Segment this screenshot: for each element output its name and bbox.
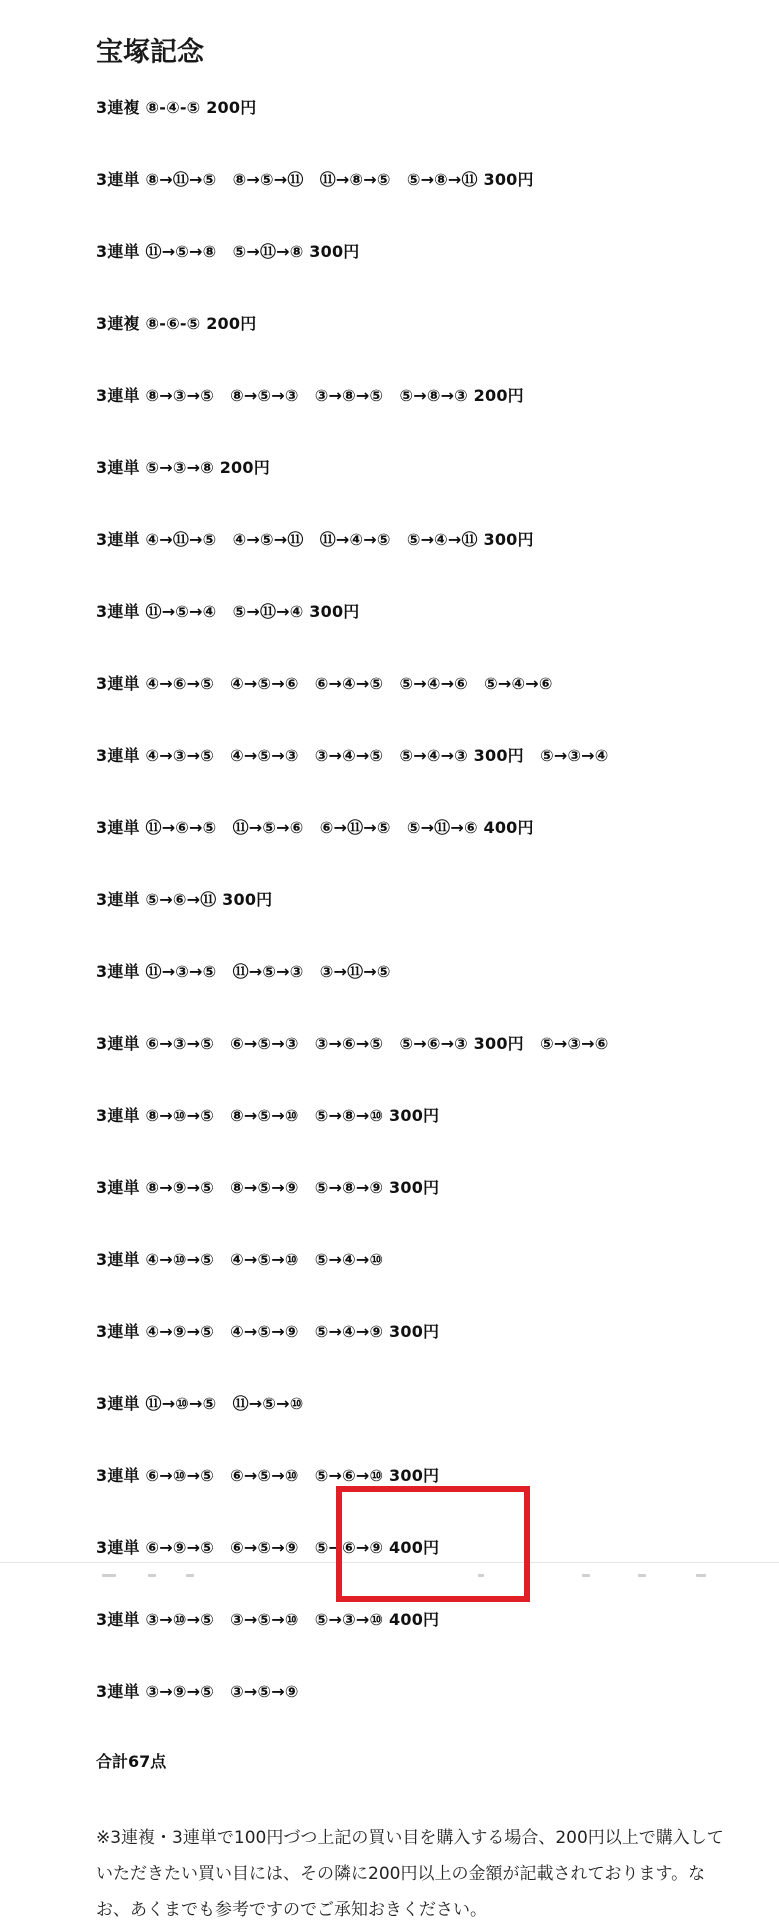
- bet-line: 3連単 ③→⑨→⑤ ③→⑤→⑨: [96, 1682, 299, 1701]
- bet-line: 3連単 ④→⑪→⑤ ④→⑤→⑪ ⑪→④→⑤ ⑤→④→⑪ 300円: [96, 530, 534, 549]
- bet-line: 3連単 ⑥→③→⑤ ⑥→⑤→③ ③→⑥→⑤ ⑤→⑥→③ 300円 ⑤→③→⑥: [96, 1034, 609, 1053]
- bet-line: 3連単 ④→⑥→⑤ ④→⑤→⑥ ⑥→④→⑤ ⑤→④→⑥ ⑤→④→⑥: [96, 674, 553, 693]
- bet-line: 3連単 ⑧→⑩→⑤ ⑧→⑤→⑩ ⑤→⑧→⑩ 300円: [96, 1106, 440, 1125]
- bet-line: 3連単 ⑤→⑥→⑪ 300円: [96, 890, 273, 909]
- total-points: 合計67点: [96, 1752, 167, 1771]
- bet-line: 3連単 ⑤→③→⑧ 200円: [96, 458, 270, 477]
- bet-line: 3連複 ⑧-⑥-⑤ 200円: [96, 314, 257, 333]
- bet-line: 3連単 ⑧→⑪→⑤ ⑧→⑤→⑪ ⑪→⑧→⑤ ⑤→⑧→⑪ 300円: [96, 170, 534, 189]
- bet-line: 3連単 ⑥→⑩→⑤ ⑥→⑤→⑩ ⑤→⑥→⑩ 300円: [96, 1466, 440, 1485]
- bet-line: 3連単 ④→⑨→⑤ ④→⑤→⑨ ⑤→④→⑨ 300円: [96, 1322, 440, 1341]
- bet-line: 3連単 ④→③→⑤ ④→⑤→③ ③→④→⑤ ⑤→④→③ 300円 ⑤→③→④: [96, 746, 609, 765]
- bet-line: 3連単 ③→⑩→⑤ ③→⑤→⑩ ⑤→③→⑩ 400円: [96, 1610, 440, 1629]
- bet-line: 3連単 ⑪→⑤→⑧ ⑤→⑪→⑧ 300円: [96, 242, 360, 261]
- bet-line: 3連単 ⑪→⑩→⑤ ⑪→⑤→⑩: [96, 1394, 304, 1413]
- bet-line: 3連単 ⑪→⑥→⑤ ⑪→⑤→⑥ ⑥→⑪→⑤ ⑤→⑪→⑥ 400円: [96, 818, 534, 837]
- bet-line: 3連単 ⑪→③→⑤ ⑪→⑤→③ ③→⑪→⑤: [96, 962, 391, 981]
- bet-line: 3連単 ⑧→⑨→⑤ ⑧→⑤→⑨ ⑤→⑧→⑨ 300円: [96, 1178, 440, 1197]
- purchase-note: ※3連複・3連単で100円づつ上記の買い目を購入する場合、200円以上で購入していただきたい買い目には、その隣に200円以上の金額が記載されております。なお、あくまでも参考ですのでご承知おきください。: [96, 1828, 724, 1920]
- bet-line: 3連単 ⑥→⑨→⑤ ⑥→⑤→⑨ ⑤→⑥→⑨ 400円: [96, 1538, 440, 1557]
- bet-line: 3連単 ④→⑩→⑤ ④→⑤→⑩ ⑤→④→⑩: [96, 1250, 384, 1269]
- bet-line: 3連単 ⑪→⑤→④ ⑤→⑪→④ 300円: [96, 602, 360, 621]
- bet-line: 3連複 ⑧-④-⑤ 200円: [96, 98, 257, 117]
- highlight-box: [336, 1486, 530, 1602]
- bet-line: 3連単 ⑧→③→⑤ ⑧→⑤→③ ③→⑧→⑤ ⑤→⑧→③ 200円: [96, 386, 524, 405]
- page-title: 宝塚記念: [96, 37, 204, 68]
